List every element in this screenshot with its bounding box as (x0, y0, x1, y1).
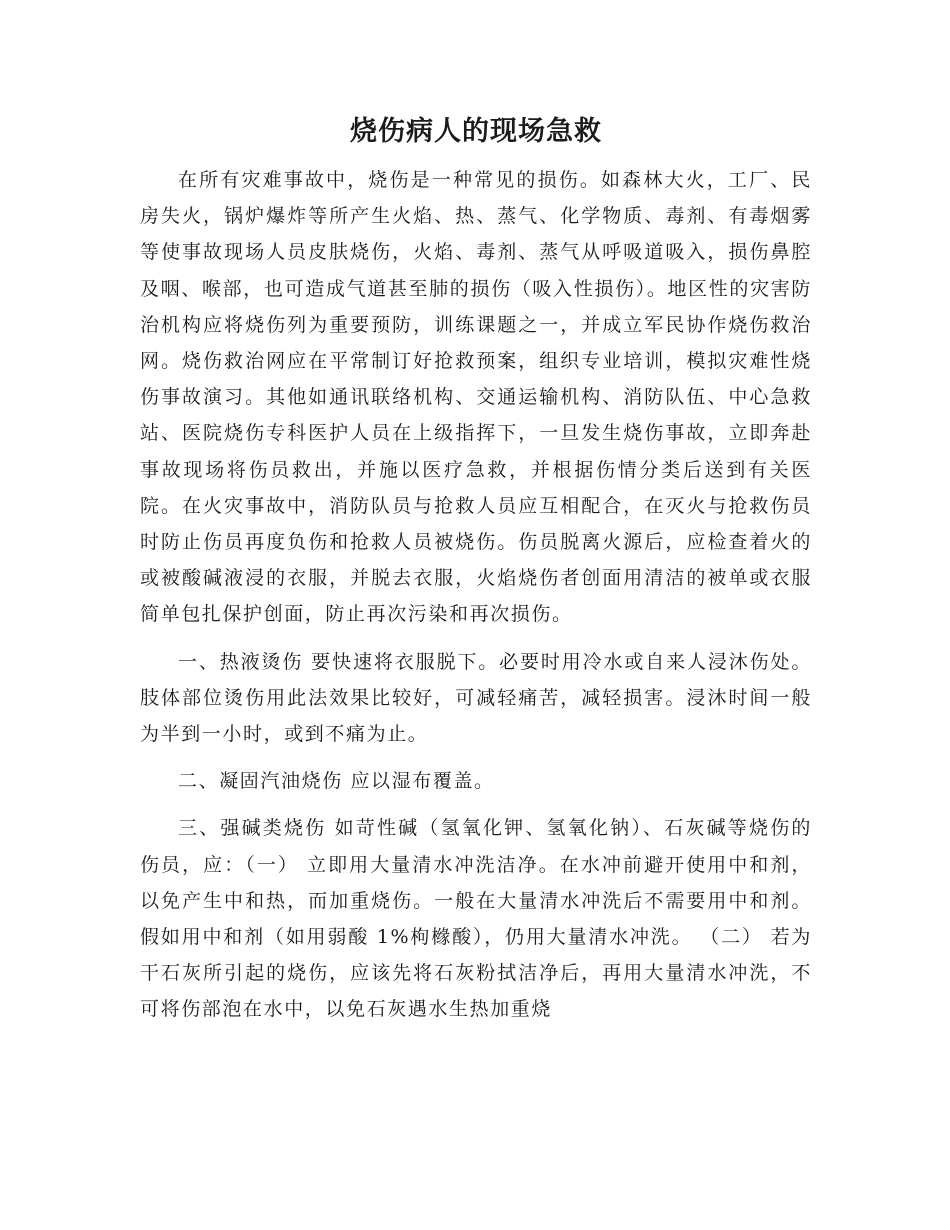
paragraph-hot-liquid-scald: 一、热液烫伤 要快速将衣服脱下。必要时用冷水或自来人浸沐伤处。肢体部位烫伤用此法效果比较好，可减轻痛苦，减轻损害。浸沐时间一般为半到一小时，或到不痛为止。 (140, 650, 812, 746)
document-page (140, 112, 812, 1028)
paragraph-napalm-burn: 二、凝固汽油烧伤 应以湿布覆盖。 (178, 770, 495, 793)
paragraph-alkali-burn: 三、强碱类烧伤 如苛性碱（氢氧化钾、氢氧化钠）、石灰碱等烧伤的伤员，应：（一） 立即用大量清水冲洗洁净。在水冲前避开使用中和剂，以免产生中和热，而加重烧伤。一般在大量清水冲洗后不需要用中和剂。假如用中和剂（如用弱酸 1%枸橼酸），仍用大量清水冲洗。 （二） 若为干石灰所引起的烧伤，应该先将石灰粉拭洁净后，再用大量清水冲洗，不可将伤部泡在水中，以免石灰遇水生热加重烧 (140, 817, 812, 1021)
paragraph-intro: 在所有灾难事故中，烧伤是一种常见的损伤。如森林大火，工厂、民房失火，锅炉爆炸等所产生火焰、热、蒸气、化学物质、毒剂、有毒烟雾等使事故现场人员皮肤烧伤，火焰、毒剂、蒸气从呼吸道吸入，损伤鼻腔及咽、喉部，也可造成气道甚至肺的损伤（吸入性损伤）。地区性的灾害防治机构应将烧伤列为重要预防，训练课题之一，并成立军民协作烧伤救治网。烧伤救治网应在平常制订好抢救预案，组织专业培训，模拟灾难性烧伤事故演习。其他如通讯联络机构、交通运输机构、消防队伍、中心急救站、医院烧伤专科医护人员在上级指挥下，一旦发生烧伤事故，立即奔赴事故现场将伤员救出，并施以医疗急救，并根据伤情分类后送到有关医院。在火灾事故中，消防队员与抢救人员应互相配合，在灭火与抢救伤员时防止伤员再度负伤和抢救人员被烧伤。伤员脱离火源后，应检查着火的或被酸碱液浸的衣服，并脱去衣服，火焰烧伤者创面用清洁的被单或衣服简单包扎保护创面，防止再次污染和再次损伤。 (140, 169, 812, 626)
document-title: 烧伤病人的现场急救 (350, 116, 602, 147)
